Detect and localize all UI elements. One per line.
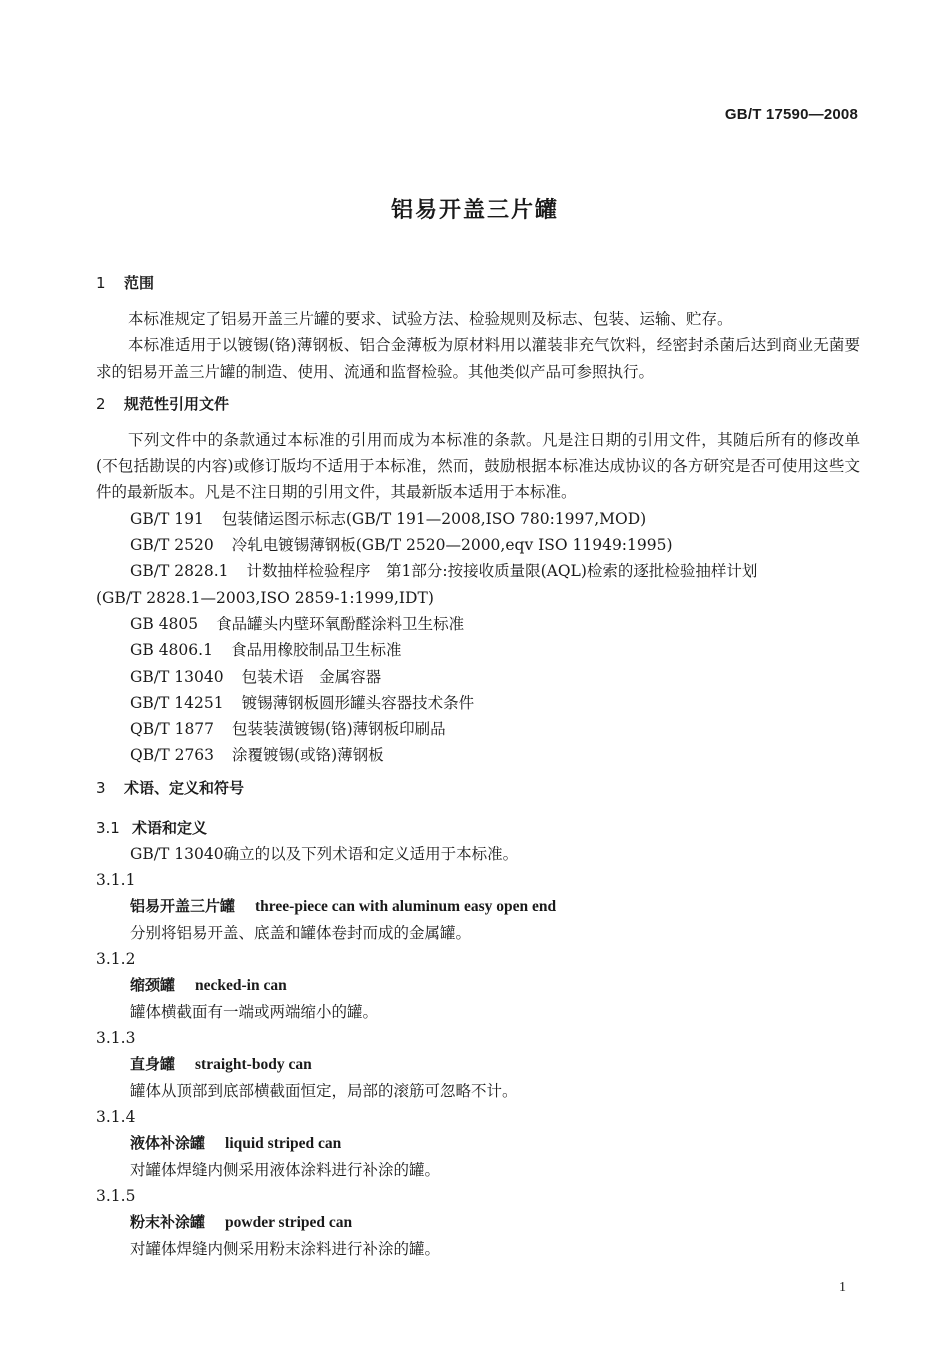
- reference-code: GB 4805: [130, 614, 199, 633]
- reference-code: GB/T 13040: [130, 667, 224, 686]
- section-title: 术语、定义和符号: [124, 778, 245, 797]
- reference-continuation: (GB/T 2828.1—2003,ISO 2859-1:1999,IDT): [96, 588, 434, 607]
- paragraph: 下列文件中的条款通过本标准的引用而成为本标准的条款。凡是注日期的引用文件，其随后所有的修改单(不包括勘误的内容)或修订版均不适用于本标准，然而，鼓励根据本标准达成协议的各方研究是否可使用这些文件的最新版本。凡是不注日期的引用文件，其最新版本适用于本标准。: [96, 430, 860, 502]
- term-en: necked-in can: [195, 976, 287, 994]
- term-definition: 对罐体焊缝内侧采用液体涂料进行补涂的罐。: [130, 1160, 441, 1179]
- reference-item: [96, 611, 860, 637]
- term-zh: 铝易开盖三片罐: [130, 896, 236, 915]
- clause-number: 3.1.3: [96, 1028, 136, 1047]
- reference-item: [96, 690, 860, 716]
- clause-number: 3.1.1: [96, 870, 136, 889]
- clause-number: 3.1.2: [96, 949, 136, 968]
- term-entry: [96, 972, 860, 999]
- clause-number: 3.1.5: [96, 1186, 136, 1205]
- reference-item: [96, 716, 860, 742]
- reference-code: GB 4806.1: [130, 641, 213, 660]
- term-entry: [96, 1051, 860, 1078]
- reference-title: 涂覆镀锡(或铬)薄钢板: [232, 746, 384, 765]
- reference-code: GB/T 2828.1: [130, 562, 229, 581]
- reference-title: 包装储运图示标志(GB/T 191—2008,ISO 780:1997,MOD): [221, 509, 647, 528]
- document-title: 铝易开盖三片罐: [390, 198, 559, 223]
- section-heading-scope: [96, 270, 860, 296]
- subsection-title: 术语和定义: [132, 818, 208, 837]
- term-zh: 缩颈罐: [130, 975, 176, 994]
- term-en: liquid striped can: [225, 1134, 342, 1152]
- term-definition: 罐体横截面有一端或两端缩小的罐。: [130, 1002, 379, 1021]
- reference-item: [96, 532, 860, 558]
- reference-item: [96, 506, 860, 532]
- paragraph: 本标准适用于以镀锡(铬)薄钢板、铝合金薄板为原材料用以灌装非充气饮料，经密封杀菌后达到商业无菌要求的铝易开盖三片罐的制造、使用、流通和监督检验。其他类似产品可参照执行。: [96, 336, 860, 381]
- reference-item: [96, 558, 860, 584]
- reference-code: GB/T 191: [130, 509, 204, 528]
- term-zh: 直身罐: [130, 1054, 176, 1073]
- reference-title: 食品用橡胶制品卫生标准: [230, 641, 402, 660]
- reference-code: QB/T 1877: [130, 720, 215, 739]
- term-entry: [96, 1130, 860, 1157]
- page-number: 1: [839, 1280, 846, 1295]
- section-heading-terms: [96, 775, 860, 801]
- term-en: three-piece can with aluminum easy open end: [255, 897, 557, 915]
- subsection-heading: [96, 815, 860, 841]
- term-entry: [96, 1209, 860, 1236]
- subsection-intro: GB/T 13040确立的以及下列术语和定义适用于本标准。: [130, 844, 519, 863]
- term-en: straight-body can: [195, 1055, 312, 1073]
- section-number: 2: [96, 394, 106, 413]
- reference-code: QB/T 2763: [130, 746, 215, 765]
- term-definition: 分别将铝易开盖、底盖和罐体卷封而成的金属罐。: [130, 923, 472, 942]
- term-zh: 液体补涂罐: [130, 1133, 206, 1152]
- subsection-number: 3.1: [96, 818, 120, 837]
- term-entry: [96, 893, 860, 920]
- reference-item: [96, 742, 860, 768]
- section-heading-normative: [96, 391, 860, 417]
- term-definition: 对罐体焊缝内侧采用粉末涂料进行补涂的罐。: [130, 1239, 441, 1258]
- section-title: 规范性引用文件: [124, 394, 230, 413]
- reference-code: GB/T 14251: [130, 693, 224, 712]
- section-title: 范围: [124, 274, 155, 292]
- section-number: 3: [96, 778, 106, 797]
- standard-number: GB/T 17590—2008: [724, 106, 858, 123]
- reference-item: [96, 637, 860, 663]
- reference-title: 冷轧电镀锡薄钢板(GB/T 2520—2000,eqv ISO 11949:1995): [231, 536, 673, 555]
- term-zh: 粉末补涂罐: [130, 1212, 206, 1231]
- term-definition: 罐体从顶部到底部横截面恒定，局部的滚筋可忽略不计。: [130, 1081, 518, 1100]
- reference-title: 镀锡薄钢板圆形罐头容器技术条件: [241, 693, 475, 712]
- term-en: powder striped can: [225, 1213, 353, 1231]
- reference-item: [96, 664, 860, 690]
- clause-number: 3.1.4: [96, 1107, 136, 1126]
- reference-title: 包装术语 金属容器: [241, 667, 382, 686]
- reference-code: GB/T 2520: [130, 536, 214, 555]
- reference-title: 计数抽样检验程序 第1部分:按接收质量限(AQL)检索的逐批检验抽样计划: [246, 562, 758, 581]
- section-number: 1: [96, 274, 106, 292]
- reference-title: 食品罐头内壁环氧酚醛涂料卫生标准: [216, 614, 465, 633]
- reference-title: 包装装潢镀锡(铬)薄钢板印刷品: [232, 720, 446, 739]
- paragraph: 本标准规定了铝易开盖三片罐的要求、试验方法、检验规则及标志、包装、运输、贮存。: [128, 310, 733, 328]
- document-body: [96, 270, 860, 1262]
